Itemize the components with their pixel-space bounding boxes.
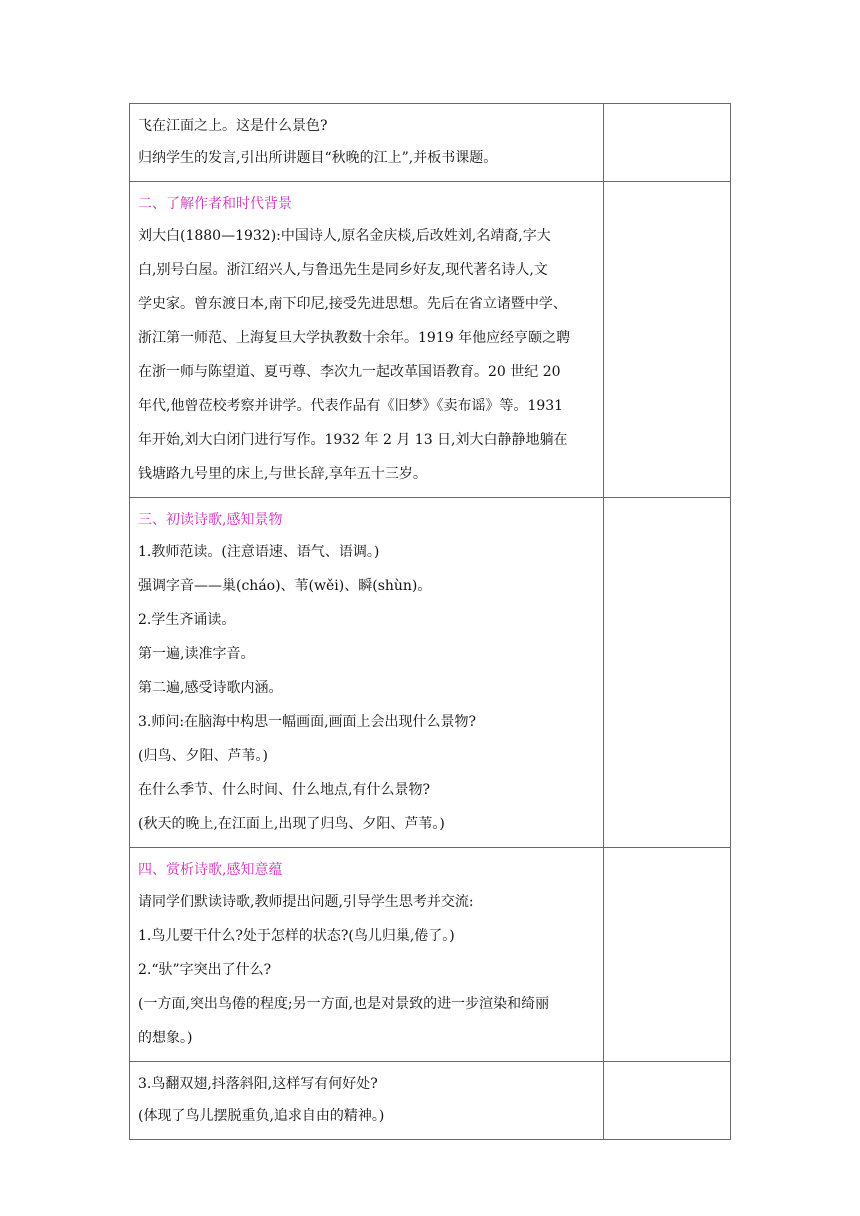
text-line: 3.鸟翻双翅,抖落斜阳,这样写有何好处?: [138, 1076, 378, 1092]
table-row: [130, 498, 731, 848]
notes-cell: [604, 498, 731, 848]
section-heading: 四、赏析诗歌,感知意蕴: [138, 862, 283, 878]
text-line: 请同学们默读诗歌,教师提出问题,引导学生思考并交流:: [138, 894, 474, 910]
text-line: 浙江第一师范、上海复旦大学执教数十余年。1919 年他应经亨颐之聘: [138, 330, 571, 346]
table-row: [130, 848, 731, 1062]
content-cell: [130, 848, 604, 1062]
table-row: [130, 182, 731, 498]
text-line: 年开始,刘大白闭门进行写作。1932 年 2 月 13 日,刘大白静静地躺在: [138, 432, 568, 448]
text-line: 飞在江面之上。这是什么景色?: [138, 118, 328, 134]
text-line: 2.“驮”字突出了什么?: [138, 962, 272, 978]
notes-cell: [604, 104, 731, 182]
section-heading: 三、初读诗歌,感知景物: [138, 512, 283, 528]
text-line: 1.鸟儿要干什么?处于怎样的状态?(鸟儿归巢,倦了。): [138, 928, 455, 944]
text-line: (体现了鸟儿摆脱重负,追求自由的精神。): [138, 1108, 385, 1124]
text-line: 在什么季节、什么时间、什么地点,有什么景物?: [138, 782, 430, 798]
text-line: 白,别号白屋。浙江绍兴人,与鲁迅先生是同乡好友,现代著名诗人,文: [138, 262, 548, 278]
lesson-plan-table: [129, 103, 731, 1140]
table-row: [130, 104, 731, 182]
content-cell: [130, 182, 604, 498]
text-line: 的想象。): [138, 1030, 193, 1046]
text-line: 1.教师范读。(注意语速、语气、语调。): [138, 544, 380, 560]
content-cell: [130, 1062, 604, 1140]
text-line: 学史家。曾东渡日本,南下印尼,接受先进思想。先后在省立诸暨中学、: [138, 296, 567, 312]
text-line: 强调字音——巢(cháo)、苇(wěi)、瞬(shùn)。: [138, 578, 432, 594]
text-line: (一方面,突出鸟倦的程度;另一方面,也是对景致的进一步渲染和绮丽: [138, 996, 550, 1012]
notes-cell: [604, 182, 731, 498]
text-line: (归鸟、夕阳、芦苇。): [138, 748, 268, 764]
notes-cell: [604, 1062, 731, 1140]
text-line: 第一遍,读准字音。: [138, 646, 255, 662]
text-line: 归纳学生的发言,引出所讲题目“秋晚的江上”,并板书课题。: [138, 150, 498, 166]
section-heading: 二、了解作者和时代背景: [138, 196, 292, 212]
content-cell: [130, 498, 604, 848]
text-line: 2.学生齐诵读。: [138, 612, 236, 628]
text-line: (秋天的晚上,在江面上,出现了归鸟、夕阳、芦苇。): [138, 816, 445, 832]
text-line: 3.师问:在脑海中构思一幅画面,画面上会出现什么景物?: [138, 714, 477, 730]
text-line: 第二遍,感受诗歌内涵。: [138, 680, 283, 696]
table-row: [130, 1062, 731, 1140]
text-line: 在浙一师与陈望道、夏丏尊、李次九一起改革国语教育。20 世纪 20: [138, 364, 561, 380]
content-cell: [130, 104, 604, 182]
text-line: 年代,他曾莅校考察并讲学。代表作品有《旧梦》《卖布谣》等。1931: [138, 398, 564, 414]
text-line: 刘大白(1880—1932):中国诗人,原名金庆棪,后改姓刘,名靖裔,字大: [138, 228, 551, 244]
text-line: 钱塘路九号里的床上,与世长辞,享年五十三岁。: [138, 466, 427, 482]
notes-cell: [604, 848, 731, 1062]
